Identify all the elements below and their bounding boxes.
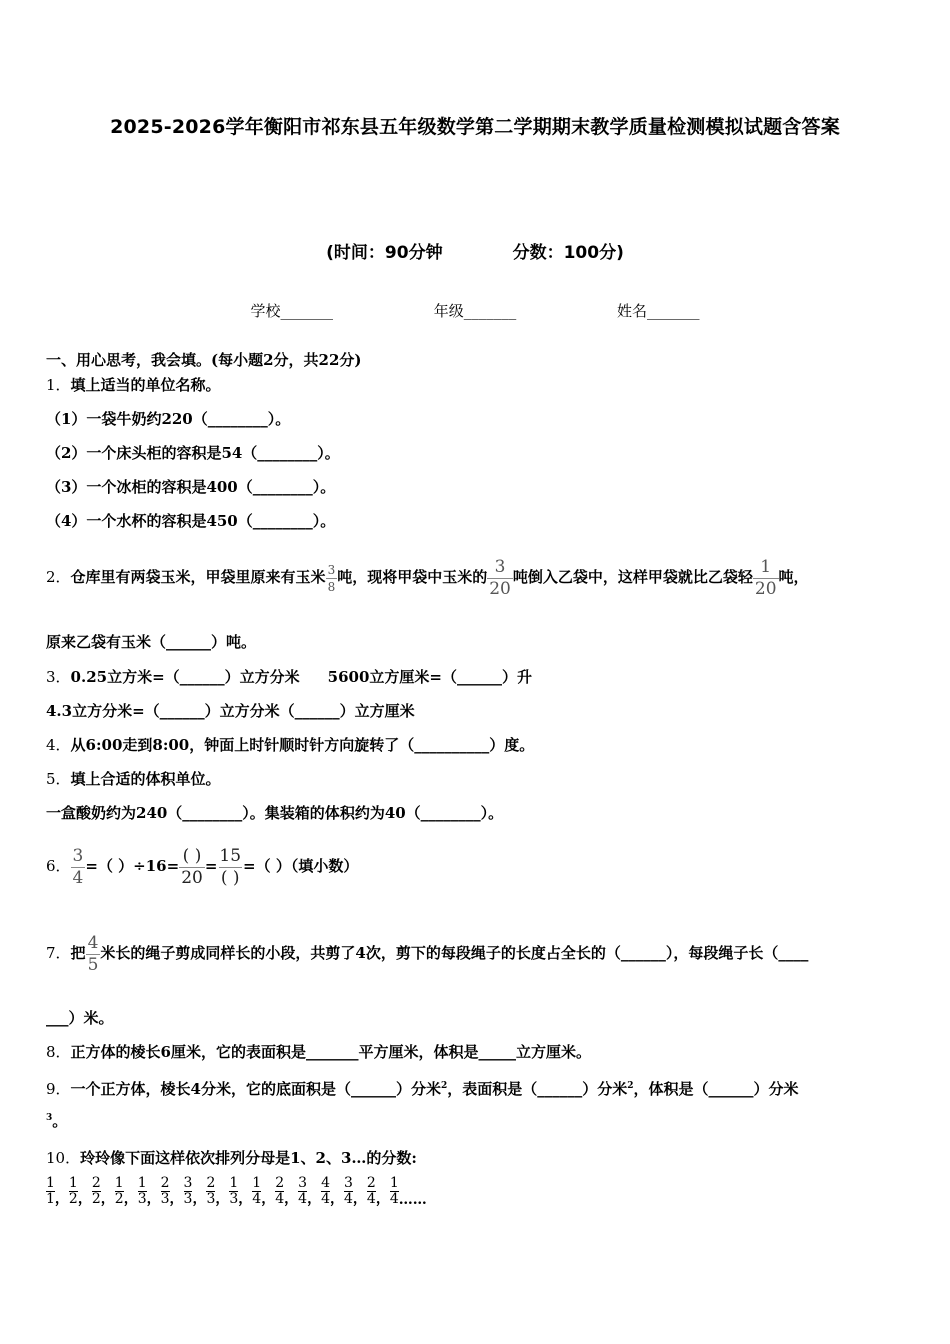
numerator: 1 [46, 1175, 55, 1191]
numerator: 2 [366, 1175, 376, 1191]
grade-field: 年级_______ [433, 302, 517, 320]
question-6: 6． $\frac{3}{4}$ =（ ）÷16= $\frac{( )}{20}$ = $\frac{15}{( )}$ =（ ）（填小数） [46, 845, 359, 888]
question-2: 2．仓库里有两袋玉米，甲袋里原来有玉米 $\frac{3}{8}$ 吨，现将甲袋中玉米的 $\frac{3}{20}$ 吨倒入乙袋中，这样甲袋就比乙袋轻 $\frac{1}{20}$ 吨， [46, 556, 809, 599]
denominator: 3 [137, 1191, 147, 1208]
denominator: 2 [91, 1191, 101, 1208]
fraction: $\frac{3}{4}$ [72, 845, 84, 888]
separator: ， [352, 1190, 367, 1207]
exam-score: 分数：100分) [512, 243, 624, 263]
sequence-fraction [321, 1176, 330, 1208]
denominator: 4 [275, 1191, 285, 1208]
sequence-fraction [252, 1176, 261, 1208]
denominator: 2 [114, 1191, 124, 1208]
question-8: 8．正方体的棱长6厘米，它的表面积是_______平方厘米，体积是_____立方厘米。 [46, 1043, 591, 1061]
numerator: 2 [206, 1175, 216, 1191]
numerator: 2 [91, 1175, 101, 1191]
fraction: $\frac{15}{( )}$ [219, 845, 242, 888]
numerator: 3 [343, 1175, 353, 1191]
separator: ， [100, 1190, 115, 1207]
separator: ， [238, 1190, 253, 1207]
fraction: $\frac{3}{20}$ [489, 556, 511, 599]
question-1-item-4: （4）一个水杯的容积是450（________）。 [46, 512, 336, 530]
question-1: 1．填上适当的单位名称。 [46, 376, 221, 394]
sequence-fraction [161, 1176, 170, 1208]
numerator: 4 [321, 1175, 330, 1191]
separator: ， [192, 1190, 207, 1207]
fraction-sequence [46, 1176, 427, 1208]
school-field: 学校_______ [250, 302, 333, 320]
question-9: 9．一个正方体，棱长4分米，它的底面积是（______）分米$^2$，表面积是（______）分米$^2$，体积是（______）分米 [46, 1080, 799, 1098]
separator: ， [169, 1190, 184, 1207]
numerator: 2 [275, 1175, 285, 1191]
question-5: 5．填上合适的体积单位。 [46, 770, 221, 788]
separator: ， [284, 1190, 299, 1207]
fraction: $\frac{4}{5}$ [87, 932, 99, 975]
question-10: 10．玲玲像下面这样依次排列分母是1、2、3…的分数: [46, 1149, 417, 1167]
sequence-fraction [115, 1176, 124, 1208]
question-3: 3．0.25立方米=（______）立方分米 5600立方厘米=（______）升 [46, 668, 532, 686]
numerator: 1 [137, 1175, 147, 1191]
sequence-fraction [390, 1176, 399, 1208]
separator: ， [77, 1190, 92, 1207]
section-heading: 一、用心思考，我会填。(每小题2分，共22分) [46, 351, 362, 369]
separator: ， [146, 1190, 161, 1207]
denominator: 4 [298, 1191, 308, 1208]
numerator: 3 [298, 1175, 308, 1191]
numerator: 1 [229, 1175, 239, 1191]
question-7: 7．把 $\frac{4}{5}$ 米长的绳子剪成同样长的小段，共剪了4次，剪下的每段绳子的长度占全长的（______），每段绳子长（____ [46, 932, 809, 975]
numerator: 3 [183, 1175, 193, 1191]
fraction: $\frac{3}{8}$ [327, 562, 336, 594]
denominator: 3 [229, 1191, 239, 1208]
page-title: 2025-2026学年衡阳市祁东县五年级数学第二学期期末教学质量检测模拟试题含答案 [110, 116, 840, 138]
separator: ， [123, 1190, 138, 1207]
denominator: 4 [252, 1191, 262, 1208]
fraction: $\frac{( )}{20}$ [181, 845, 203, 888]
denominator: 3 [206, 1191, 216, 1208]
numerator: 1 [252, 1175, 262, 1191]
sequence-fraction [69, 1176, 78, 1208]
fraction: $\frac{1}{20}$ [754, 556, 777, 599]
question-9-line-2: $^3$。 [46, 1112, 68, 1130]
denominator: 1 [46, 1191, 55, 1208]
separator: ， [54, 1190, 69, 1207]
question-1-item-3: （3）一个冰柜的容积是400（________）。 [46, 478, 336, 496]
sequence-fraction [367, 1176, 376, 1208]
separator: ， [215, 1190, 230, 1207]
student-info [0, 300, 950, 321]
numerator: 1 [68, 1175, 78, 1191]
sequence-fraction [275, 1176, 284, 1208]
question-2-line-2: 原来乙袋有玉米（______）吨。 [46, 633, 257, 651]
separator: ， [329, 1190, 344, 1207]
denominator: 3 [160, 1191, 170, 1208]
question-1-item-2: （2）一个床头柜的容积是54（________）。 [46, 444, 340, 462]
sequence-fraction [92, 1176, 101, 1208]
sequence-fraction [46, 1176, 55, 1208]
sequence-fraction [298, 1176, 307, 1208]
sequence-fraction [344, 1176, 353, 1208]
separator: ， [375, 1190, 390, 1207]
separator: ， [261, 1190, 276, 1207]
denominator: 4 [343, 1191, 353, 1208]
numerator: 1 [114, 1175, 124, 1191]
sequence-fraction [229, 1176, 238, 1208]
separator: …… [398, 1191, 427, 1208]
numerator: 2 [160, 1175, 170, 1191]
denominator: 2 [68, 1191, 78, 1208]
question-4: 4．从6:00走到8:00，钟面上时针顺时针方向旋转了（__________）度。 [46, 736, 535, 754]
numerator: 1 [389, 1175, 399, 1191]
question-1-item-1: （1）一袋牛奶约220（________）。 [46, 410, 291, 428]
question-5-line-2: 一盒酸奶约为240（________）。集装箱的体积约为40（________）。 [46, 804, 504, 822]
exam-meta [0, 238, 950, 263]
exam-time: (时间：90分钟 [326, 243, 443, 263]
question-7-line-2: ___）米。 [46, 1009, 114, 1027]
denominator: 3 [183, 1191, 193, 1208]
name-field: 姓名_______ [617, 302, 700, 320]
sequence-fraction [138, 1176, 147, 1208]
denominator: 4 [389, 1191, 399, 1208]
question-3-line-2: 4.3立方分米=（______）立方分米（______）立方厘米 [46, 702, 415, 720]
denominator: 4 [366, 1191, 376, 1208]
denominator: 4 [321, 1191, 330, 1208]
separator: ， [307, 1190, 322, 1207]
